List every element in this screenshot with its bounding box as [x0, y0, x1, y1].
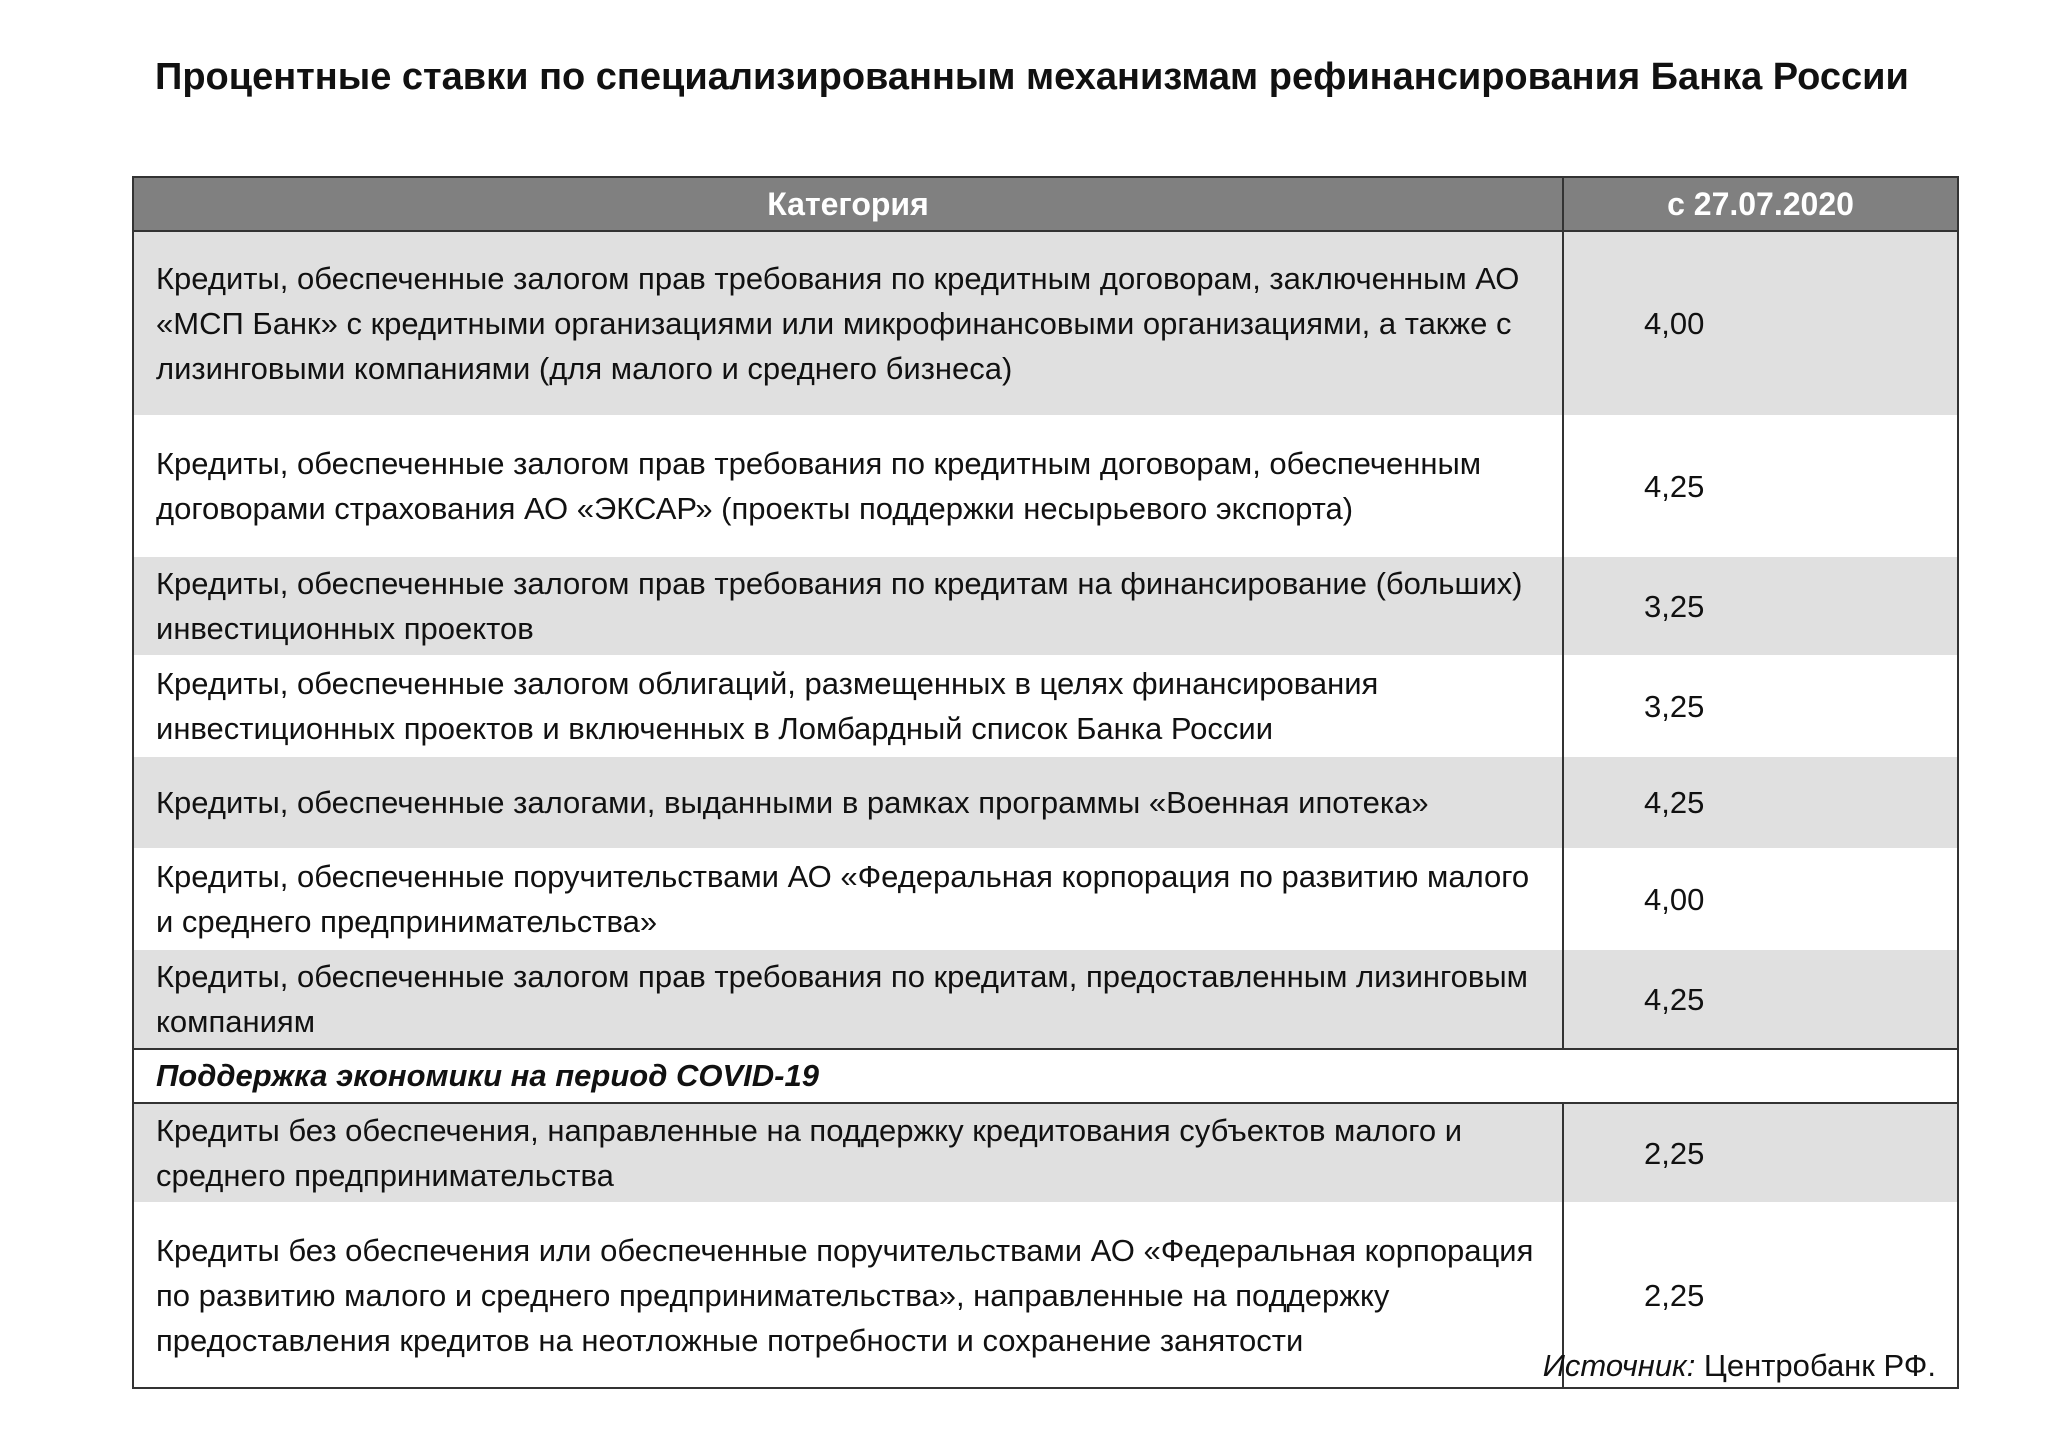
row-rate-value: 4,25 — [1563, 949, 1958, 1049]
table-row — [133, 949, 1958, 1049]
source-text: Центробанк РФ. — [1695, 1348, 1936, 1383]
source-note — [1543, 1344, 1936, 1388]
table-row — [133, 556, 1958, 656]
section-heading: Поддержка экономики на период COVID-19 — [133, 1049, 1958, 1103]
row-rate-value: 4,00 — [1563, 231, 1958, 416]
row-rate-value: 3,25 — [1563, 656, 1958, 756]
source-label: Источник: — [1542, 1348, 1696, 1383]
column-header-date: с 27.07.2020 — [1563, 177, 1958, 231]
row-category: Кредиты, обеспеченные поручительствами АО «Федеральная корпорация по развитию малого и среднего предпринимательства» — [133, 849, 1563, 949]
row-category: Кредиты, обеспеченные залогом прав требования по кредитным договорам, обеспеченным договорами страхования АО «ЭКСАР» (проекты поддержки несырьевого экспорта) — [133, 416, 1563, 556]
row-rate-value: 2,25 — [1563, 1103, 1958, 1203]
table-row — [133, 231, 1958, 416]
section-row — [133, 1049, 1958, 1103]
row-rate-value: 2,25 — [1563, 1203, 1958, 1388]
table-row — [133, 656, 1958, 756]
column-header-category: Категория — [133, 177, 1563, 231]
row-rate-value: 4,25 — [1563, 756, 1958, 849]
row-category: Кредиты, обеспеченные залогом прав требования по кредитным договорам, заключенным АО «МСП Банк» с кредитными организациями или микрофинансовыми организациями, а также с лизинговыми компаниями (для малого и среднего бизнеса) — [133, 231, 1563, 416]
row-category: Кредиты без обеспечения, направленные на поддержку кредитования субъектов малого и среднего предпринимательства — [133, 1103, 1563, 1203]
table-row — [133, 1103, 1958, 1203]
row-category: Кредиты, обеспеченные залогом прав требования по кредитам, предоставленным лизинговым компаниям — [133, 949, 1563, 1049]
table-row — [133, 416, 1958, 556]
row-category: Кредиты без обеспечения или обеспеченные поручительствами АО «Федеральная корпорация по развитию малого и среднего предпринимательства», направленные на поддержку предоставления кредитов на неотложные потребности и сохранение занятости — [133, 1203, 1563, 1388]
table-row — [133, 849, 1958, 949]
row-rate-value: 4,25 — [1563, 416, 1958, 556]
row-rate-value: 4,00 — [1563, 849, 1958, 949]
table-row — [133, 756, 1958, 849]
row-category: Кредиты, обеспеченные залогом облигаций, размещенных в целях финансирования инвестиционных проектов и включенных в Ломбардный список Банка России — [133, 656, 1563, 756]
page-title: Процентные ставки по специализированным механизмам рефинансирования Банка России — [155, 56, 1909, 98]
row-category: Кредиты, обеспеченные залогом прав требования по кредитам на финансирование (больших) инвестиционных проектов — [133, 556, 1563, 656]
row-category: Кредиты, обеспеченные залогами, выданными в рамках программы «Военная ипотека» — [133, 756, 1563, 849]
row-rate-value: 3,25 — [1563, 556, 1958, 656]
table-header-row — [133, 177, 1958, 231]
rates-table — [132, 176, 1959, 1389]
